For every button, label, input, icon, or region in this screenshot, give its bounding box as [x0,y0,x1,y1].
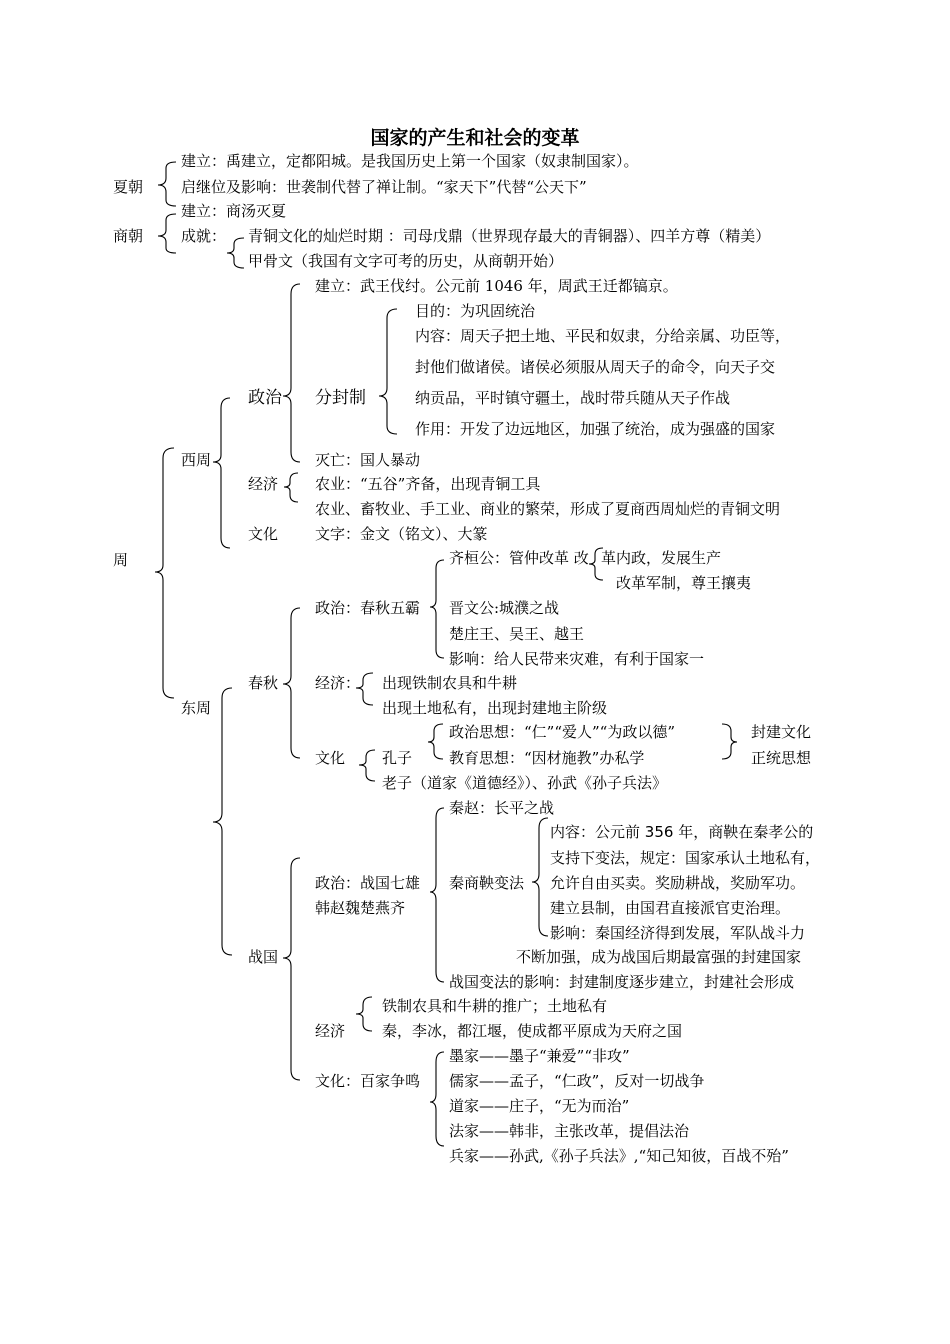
shang-bronze: 青铜文化的灿烂时期 ：司母戊鼎（世界现存最大的青铜器）、四羊方尊（精美） [248,227,771,245]
political-thought: 政治思想：“仁”“爱人”“为政以德” [449,723,676,741]
school-confucianism: 儒家——孟子，“仁政”，反对一切战争 [449,1072,705,1090]
reform-effect-1: 影响：秦国经济得到发展，军队战斗力 [550,924,806,942]
zhanguo-label: 战国 [248,948,279,966]
iron-spread: 铁制农具和牛耕的推广；土地私有 [382,997,608,1015]
laozi-sunwu: 老子（道家《道德经》）、孙武《孙子兵法》 [382,774,668,792]
jin-wen-gong: 晋文公:城濮之战 [449,599,560,617]
western-script: 文字：金文（铭文）、大篆 [315,525,488,543]
chunqiu-politics-label: 政治：春秋五霸 [315,599,421,617]
qi-huan-reform-2: 改革军制，尊王攘夷 [616,574,752,592]
fenfeng-label: 分封制 [315,388,366,408]
other-hegemons: 楚庄王、吴王、越王 [449,625,585,643]
shang-oracle: 甲骨文（我国有文字可考的历史，从商朝开始） [248,252,564,270]
western-founding: 建立：武王伐纣。公元前 1046 年，周武王迁都镐京。 [315,277,678,295]
fenfeng-content-3: 纳贡品，平时镇守疆土，战时带兵随从天子作战 [415,389,731,407]
chunqiu-land: 出现土地私有，出现封建地主阶级 [382,699,608,717]
school-military: 兵家——孙武,《孙子兵法》,“知己知彼，百战不殆” [449,1147,789,1165]
western-politics-label: 政治 [248,388,282,408]
fenfeng-content-1: 内容：周天子把土地、平民和奴隶，分给亲属、功臣等， [415,327,791,345]
reform-content-2: 支持下变法，规定：国家承认土地私有， [550,849,821,867]
fenfeng-effect: 作用：开发了边远地区，加强了统治，成为强盛的国家 [415,420,776,438]
shang-yang-reform-label: 秦商鞅变法 [449,874,525,892]
dujiangyan: 秦，李冰，都江堰，使成都平原成为天府之国 [382,1022,683,1040]
education-thought: 教育思想：“因材施教”办私学 [449,749,645,767]
chunqiu-iron: 出现铁制农具和牛耕 [382,674,518,692]
eastern-zhou-label: 东周 [181,699,212,717]
zhou-label: 周 [113,551,129,569]
xia-founding: 建立：禹建立，定都阳城。是我国历史上第一个国家（奴隶制国家）。 [181,152,639,170]
feudal-culture: 封建文化 [751,723,812,741]
western-culture-label: 文化 [248,525,279,543]
shang-founding: 建立：商汤灭夏 [181,202,287,220]
western-agri: 农业：“五谷”齐备，出现青铜工具 [315,475,541,493]
western-economy-label: 经济 [248,475,279,493]
reform-impact: 战国变法的影响：封建制度逐步建立，封建社会形成 [449,973,795,991]
school-legalism: 法家——韩非，主张改革，提倡法治 [449,1122,690,1140]
orthodox-thought: 正统思想 [751,749,812,767]
qin-zhao-battle: 秦赵：长平之战 [449,799,555,817]
zhanguo-economy-label: 经济 [315,1022,346,1040]
reform-content-1: 内容：公元前 356 年，商鞅在秦孝公的 [550,823,814,841]
page-title: 国家的产生和社会的变革 [370,127,580,149]
fenfeng-purpose: 目的：为巩固统治 [415,302,536,320]
chunqiu-economy-label: 经济： [315,674,361,692]
qi-huan-reform-1: 革内政，发展生产 [601,549,722,567]
qi-huan-gong: 齐桓公：管仲改革 改 [449,549,589,567]
zhanguo-politics-label: 政治：战国七雄 [315,874,421,892]
western-prosperity: 农业、畜牧业、手工业、商业的繁荣，形成了夏商西周灿烂的青铜文明 [315,500,781,518]
fenfeng-content-2: 封他们做诸侯。诸侯必须服从周天子的命令，向天子交 [415,358,776,376]
xia-succession: 启继位及影响：世袭制代替了禅让制。“家天下”代替“公天下” [181,178,587,196]
shang-label: 商朝 [113,227,144,245]
reform-content-4: 建立县制，由国君直接派官吏治理。 [550,899,791,917]
chunqiu-culture-label: 文化 [315,749,346,767]
school-taoism: 道家——庄子，“无为而治” [449,1097,630,1115]
confucius: 孔子 [382,749,413,767]
reform-content-3: 允许自由买卖。奖励耕战，奖励军功。 [550,874,806,892]
shang-achievements-label: 成就： [181,227,227,245]
reform-effect-2: 不断加强，成为战国后期最富强的封建国家 [516,948,802,966]
school-mohism: 墨家——墨子“兼爱”“非攻” [449,1047,630,1065]
western-zhou-label: 西周 [181,451,212,469]
zhanguo-culture-label: 文化：百家争鸣 [315,1072,421,1090]
xia-label: 夏朝 [113,178,144,196]
hegemony-impact: 影响：给人民带来灾难，有利于国家一 [449,650,705,668]
seven-states: 韩赵魏楚燕齐 [315,899,406,917]
chunqiu-label: 春秋 [248,674,279,692]
western-fall: 灭亡：国人暴动 [315,451,421,469]
